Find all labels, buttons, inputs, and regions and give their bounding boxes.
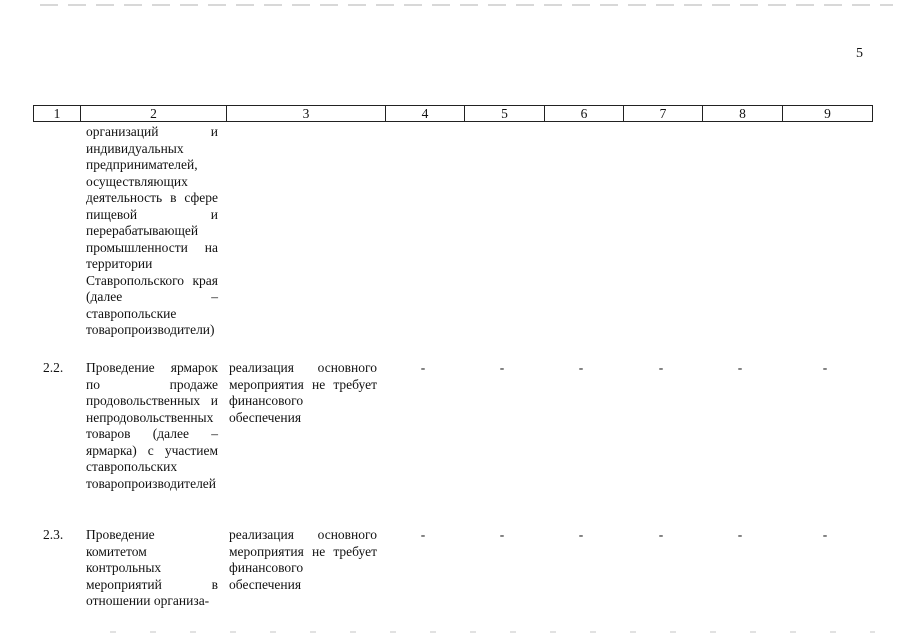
value-cell-col7: - (658, 527, 664, 542)
value-cell-col9: - (822, 360, 828, 375)
page-number: 5 (856, 46, 863, 61)
value-cell-col8: - (737, 527, 743, 542)
header-cell: 9 (782, 106, 872, 121)
value-cell-col5: - (499, 360, 505, 375)
header-cell: 1 (53, 106, 61, 121)
header-cell: 8 (702, 106, 782, 121)
value-cell-col4: - (420, 527, 426, 542)
header-cell: 7 (623, 106, 702, 121)
continued-cell-text: организаций и индивидуальных предпринимателей, осуществляющих деятельность в сфере пищевой и перерабатывающей промышленности на территории Ставропольского края (далее – ставропольские товаропроизводители) (86, 124, 218, 337)
financing-note: реализация основного мероприятия не требует финансового обеспечения (229, 527, 377, 592)
value-cell-col4: - (420, 360, 426, 375)
value-cell-col7: - (658, 360, 664, 375)
value-cell-col9: - (822, 527, 828, 542)
value-cell-col5: - (499, 527, 505, 542)
header-cell: 2 (80, 106, 226, 121)
row-number: 2.3. (43, 527, 64, 542)
scan-artifact-bottom (110, 631, 875, 633)
header-cell: 6 (544, 106, 623, 121)
activity-name: Проведение комитетом контрольных мероприятий в отношении организа- (86, 527, 218, 608)
header-cell: 3 (226, 106, 385, 121)
scan-artifact-top (40, 4, 893, 6)
activity-name: Проведение ярмарок по продаже продовольственных и непродовольственных товаров (далее – ярмарка) с участием ставропольских товаропроизводителей (86, 360, 218, 491)
header-cell: 5 (464, 106, 544, 121)
value-cell-col6: - (578, 360, 584, 375)
table-header-row (33, 105, 873, 122)
value-cell-col8: - (737, 360, 743, 375)
row-number: 2.2. (43, 360, 64, 375)
header-cell: 4 (385, 106, 464, 121)
value-cell-col6: - (578, 527, 584, 542)
financing-note: реализация основного мероприятия не требует финансового обеспечения (229, 360, 377, 425)
